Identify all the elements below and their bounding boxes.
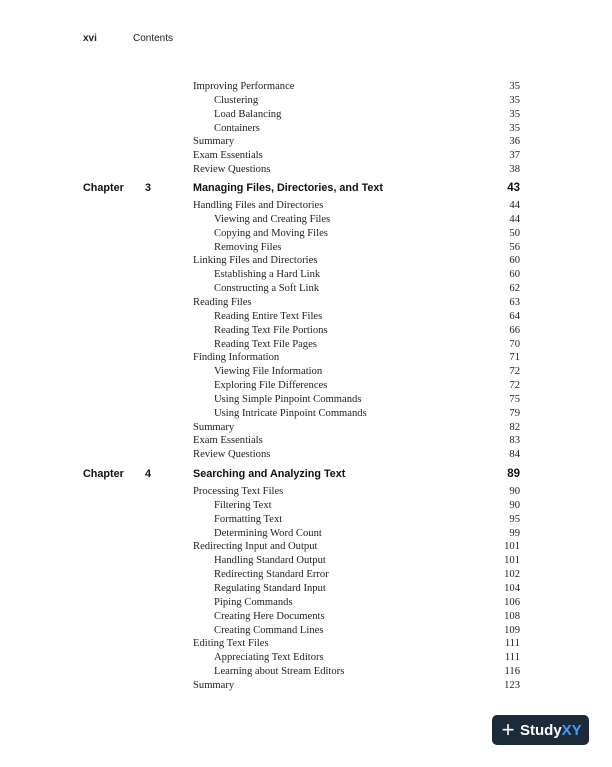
toc-entry [0, 94, 612, 108]
toc-entry-page: 82 [509, 422, 520, 433]
toc-entry-title: Clustering [214, 95, 259, 106]
toc-entry-title: Removing Files [214, 242, 282, 253]
toc-entry [0, 421, 612, 435]
toc-entry-title: Processing Text Files [193, 486, 284, 497]
toc-entry-page: 75 [509, 394, 520, 405]
chapter-page: 43 [507, 182, 520, 194]
toc-entry-title: Creating Here Documents [214, 611, 325, 622]
toc-entry [0, 554, 612, 568]
logo-text-accent: XY [561, 721, 582, 739]
toc-entry [0, 513, 612, 527]
toc-entry-title: Review Questions [193, 164, 271, 175]
toc-entry-page: 79 [509, 408, 520, 419]
toc-entry [0, 393, 612, 407]
toc-entry [0, 540, 612, 554]
toc-entry [0, 448, 612, 462]
toc-entry-page: 111 [504, 652, 520, 663]
toc-entry-title: Piping Commands [214, 597, 293, 608]
chapter-label: Chapter [83, 468, 124, 480]
chapter-label: Chapter [83, 182, 124, 194]
toc-entry [0, 434, 612, 448]
toc-entry-title: Using Intricate Pinpoint Commands [214, 408, 367, 419]
toc-entry-title: Redirecting Input and Output [193, 541, 318, 552]
toc-entry [0, 163, 612, 177]
toc-entry-page: 72 [509, 380, 520, 391]
toc-entry [0, 338, 612, 352]
toc-entry [0, 268, 612, 282]
chapter-number: 4 [145, 468, 152, 480]
toc-entry-title: Reading Text File Portions [214, 325, 328, 336]
toc-entry-page: 102 [504, 569, 520, 580]
toc-entry-page: 35 [509, 109, 520, 120]
toc-entry [0, 624, 612, 638]
toc-entry-page: 72 [509, 366, 520, 377]
toc-entry-title: Redirecting Standard Error [214, 569, 329, 580]
toc-entry-page: 83 [509, 435, 520, 446]
toc-entry-title: Regulating Standard Input [214, 583, 326, 594]
toc-entry-page: 44 [509, 200, 520, 211]
toc-entry-title: Copying and Moving Files [214, 228, 328, 239]
toc-entry [0, 351, 612, 365]
toc-entry-page: 70 [509, 339, 520, 350]
toc-entry [0, 241, 612, 255]
toc-entry-page: 109 [504, 625, 520, 636]
toc-entry-title: Summary [193, 422, 235, 433]
toc-entry [0, 122, 612, 136]
chapter-title: Searching and Analyzing Text [193, 468, 346, 480]
toc-entry-title: Creating Command Lines [214, 625, 324, 636]
chapter-heading [0, 466, 612, 482]
toc-entry-title: Finding Information [193, 352, 280, 363]
toc-entry [0, 379, 612, 393]
toc-entry-title: Handling Files and Directories [193, 200, 324, 211]
toc-entry [0, 199, 612, 213]
toc-entry-title: Appreciating Text Editors [214, 652, 324, 663]
toc-entry-page: 95 [509, 514, 520, 525]
toc-entry [0, 282, 612, 296]
header-page-number: xvi [83, 33, 97, 44]
toc-entry-page: 71 [509, 352, 520, 363]
toc-entry-title: Handling Standard Output [214, 555, 326, 566]
running-header [83, 33, 173, 44]
chapter-heading [0, 180, 612, 196]
toc-entry-page: 62 [509, 283, 520, 294]
toc-entry-page: 116 [504, 666, 520, 677]
toc-entry-title: Containers [214, 123, 260, 134]
logo-text-main: Study [520, 721, 562, 739]
toc-entry-title: Editing Text Files [193, 638, 269, 649]
toc-entry-page: 35 [509, 81, 520, 92]
toc-entry-page: 56 [509, 242, 520, 253]
toc-entry [0, 296, 612, 310]
toc-entry [0, 149, 612, 163]
toc-entry-page: 101 [504, 541, 520, 552]
chapter-number: 3 [145, 182, 152, 194]
toc-entry-title: Improving Performance [193, 81, 295, 92]
toc-entry-title: Load Balancing [214, 109, 282, 120]
toc-entry [0, 679, 612, 693]
toc-entry-page: 60 [509, 269, 520, 280]
toc-entry-page: 35 [509, 123, 520, 134]
toc-entry-title: Using Simple Pinpoint Commands [214, 394, 362, 405]
toc-entry [0, 324, 612, 338]
toc-entry-title: Reading Text File Pages [214, 339, 317, 350]
toc-entry [0, 254, 612, 268]
toc-entry-page: 104 [504, 583, 520, 594]
chapter-page: 89 [507, 468, 520, 480]
toc-entry-page: 108 [504, 611, 520, 622]
toc-entry-title: Reading Files [193, 297, 252, 308]
toc-entry [0, 485, 612, 499]
toc-entry-title: Summary [193, 680, 235, 691]
toc-entry-title: Exploring File Differences [214, 380, 328, 391]
toc-entry-title: Linking Files and Directories [193, 255, 318, 266]
toc-entry-page: 123 [504, 680, 520, 691]
toc-entry-page: 64 [509, 311, 520, 322]
toc-entry-title: Establishing a Hard Link [214, 269, 321, 280]
toc-entry [0, 213, 612, 227]
toc-entry [0, 310, 612, 324]
toc-entry-page: 63 [509, 297, 520, 308]
toc-entry-page: 66 [509, 325, 520, 336]
studyxy-logo [492, 715, 589, 745]
toc-entry-page: 90 [509, 486, 520, 497]
toc-entry-title: Reading Entire Text Files [214, 311, 323, 322]
toc-entry [0, 596, 612, 610]
toc-entry-page: 101 [504, 555, 520, 566]
toc-entry-page: 99 [509, 528, 520, 539]
toc-entry [0, 665, 612, 679]
toc-entry [0, 108, 612, 122]
toc-entry [0, 227, 612, 241]
toc-entry [0, 365, 612, 379]
toc-entry-page: 50 [509, 228, 520, 239]
toc-entry-page: 35 [509, 95, 520, 106]
toc-entry [0, 651, 612, 665]
toc-entry-title: Determining Word Count [214, 528, 322, 539]
toc-entry-title: Summary [193, 136, 235, 147]
toc-entry-title: Review Questions [193, 449, 271, 460]
toc-entry-title: Formatting Text [214, 514, 283, 525]
toc-entry-title: Exam Essentials [193, 150, 263, 161]
toc-entry-page: 111 [504, 638, 520, 649]
toc-entry-title: Filtering Text [214, 500, 272, 511]
toc-entry-page: 60 [509, 255, 520, 266]
toc-entry-title: Learning about Stream Editors [214, 666, 345, 677]
chapter-title: Managing Files, Directories, and Text [193, 182, 383, 194]
toc-entry-title: Exam Essentials [193, 435, 263, 446]
toc-entry [0, 568, 612, 582]
toc-entry [0, 135, 612, 149]
toc-entry [0, 80, 612, 94]
toc-entry-page: 106 [504, 597, 520, 608]
toc-entry-title: Viewing and Creating Files [214, 214, 331, 225]
plus-icon: + [501, 717, 515, 742]
header-title: Contents [133, 33, 174, 44]
toc-entry [0, 582, 612, 596]
toc-entry-title: Viewing File Information [214, 366, 323, 377]
toc-entry [0, 637, 612, 651]
toc-entry-page: 37 [509, 150, 520, 161]
toc-entry-page: 44 [509, 214, 520, 225]
toc-entry [0, 610, 612, 624]
toc-entry [0, 499, 612, 513]
toc-entry-title: Constructing a Soft Link [214, 283, 320, 294]
toc-entry [0, 407, 612, 421]
toc-entry-page: 84 [509, 449, 520, 460]
toc-entry-page: 90 [509, 500, 520, 511]
toc-entry [0, 527, 612, 541]
toc-entry-page: 36 [509, 136, 520, 147]
toc-entry-page: 38 [509, 164, 520, 175]
